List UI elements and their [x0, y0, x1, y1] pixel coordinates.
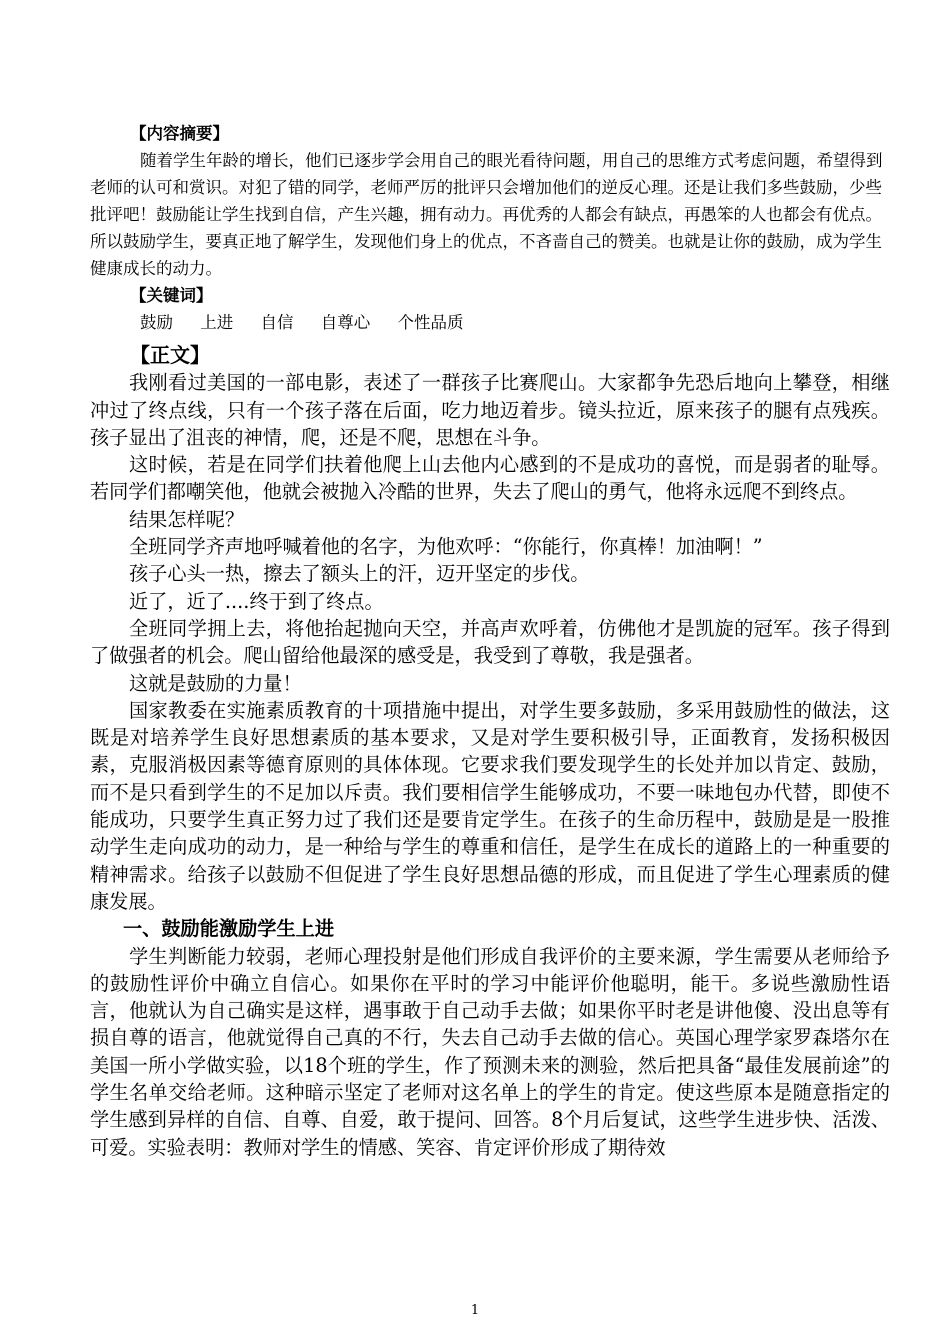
- abstract-heading: 【内容摘要】: [130, 124, 229, 143]
- body-paragraph: 孩子心头一热，擦去了额头上的汗，迈开坚定的步伐。: [129, 562, 590, 586]
- body-paragraph: 全班同学齐声地呼喊着他的名字，为他欢呼：“你能行，你真棒！加油啊！”: [129, 535, 763, 559]
- body-paragraph: 我刚看过美国的一部电影，表述了一群孩子比赛爬山。大家都争先恐后地向上攀登，相继冲过了终点线，只有一个孩子落在后面，吃力地迈着步。镜头拉近，原来孩子的腿有点残疾。孩子显出了沮丧的神情，爬，还是不爬，思想在斗争。: [90, 371, 890, 449]
- body-paragraph: 结果怎样呢？: [129, 507, 245, 531]
- abstract-body: 随着学生年龄的增长，他们已逐步学会用自己的眼光看待问题，用自己的思维方式考虑问题，希望得到老师的认可和赏识。对犯了错的同学，老师严厉的批评只会增加他们的逆反心理。还是让我们多些鼓励，少些批评吧！鼓励能让学生找到自信，产生兴趣，拥有动力。再优秀的人都会有缺点，再愚笨的人也都会有优点。所以鼓励学生，要真正地了解学生，发现他们身上的优点，不吝啬自己的赞美。也就是让你的鼓励，成为学生健康成长的动力。: [90, 151, 883, 278]
- page-number: 1: [470, 1303, 480, 1318]
- body-heading: 【正文】: [130, 343, 210, 367]
- body-paragraph: 全班同学拥上去，将他抬起抛向天空，并高声欢呼着，仿佛他才是凯旋的冠军。孩子得到了做强者的机会。爬山留给他最深的感受是，我受到了尊敬，我是强者。: [90, 616, 890, 668]
- section-heading: 一、鼓励能激励学生上进: [123, 917, 335, 941]
- keyword-item: 鼓励: [140, 313, 173, 332]
- keyword-list: [90, 309, 890, 336]
- body-paragraph: 这时候，若是在同学们扶着他爬上山去他内心感到的不是成功的喜悦，而是弱者的耻辱。若同学们都嘲笑他，他就会被抛入冷酷的世界，失去了爬山的勇气，他将永远爬不到终点。: [90, 453, 890, 504]
- keyword-item: 个性品质: [397, 313, 464, 332]
- body-paragraph: 国家教委在实施素质教育的十项措施中提出，对学生要多鼓励，多采用鼓励性的做法，这既是对培养学生良好思想素质的基本要求，又是对学生要积极引导，正面教育，发扬积极因素，克服消极因素等德育原则的具体体现。它要求我们要发现学生的长处并加以肯定、鼓励，而不是只看到学生的不足加以斥责。我们要相信学生能够成功，不要一味地包办代替，即使不能成功，只要学生真正努力过了我们还是要肯定学生。在孩子的生命历程中，鼓励是是一股推动学生走向成功的动力，是一种给与学生的尊重和信任，是学生在成长的道路上的一种重要的精神需求。给孩子以鼓励不但促进了学生良好思想品德的形成，而且促进了学生心理素质的健康发展。: [90, 698, 890, 913]
- abstract-section: [90, 120, 890, 336]
- body-paragraph: 这就是鼓励的力量！: [129, 671, 302, 695]
- section-paragraph: 学生判断能力较弱，老师心理投射是他们形成自我评价的主要来源，学生需要从老师给予的鼓励性评价中确立自信心。如果你在平时的学习中能评价他聪明，能干。多说些激励性语言，他就认为自己确实是这样，遇事敢于自己动手去做；如果你平时老是讲他傻、没出息等有损自尊的语言，他就觉得自己真的不行，失去自己动手去做的信心。英国心理学家罗森塔尔在美国一所小学做实验，以18个班的学生，作了预测未来的测验，然后把具备“最佳发展前途”的学生名单交给老师。这种暗示坚定了老师对这名单上的学生的肯定。使这些原本是随意指定的学生感到异样的自信、自尊、自爱，敢于提问、回答。8个月后复试，这些学生进步快、活泼、可爱。实验表明：教师对学生的情感、笑容、肯定评价形成了期待效: [90, 944, 890, 1159]
- keyword-item: 上进: [200, 313, 234, 332]
- keywords-heading: 【关键词】: [130, 286, 213, 305]
- keyword-item: 自尊心: [320, 313, 371, 332]
- keyword-item: 自信: [260, 313, 294, 332]
- main-body: [90, 342, 890, 1161]
- body-paragraph: 近了，近了....终于到了终点。: [129, 589, 384, 613]
